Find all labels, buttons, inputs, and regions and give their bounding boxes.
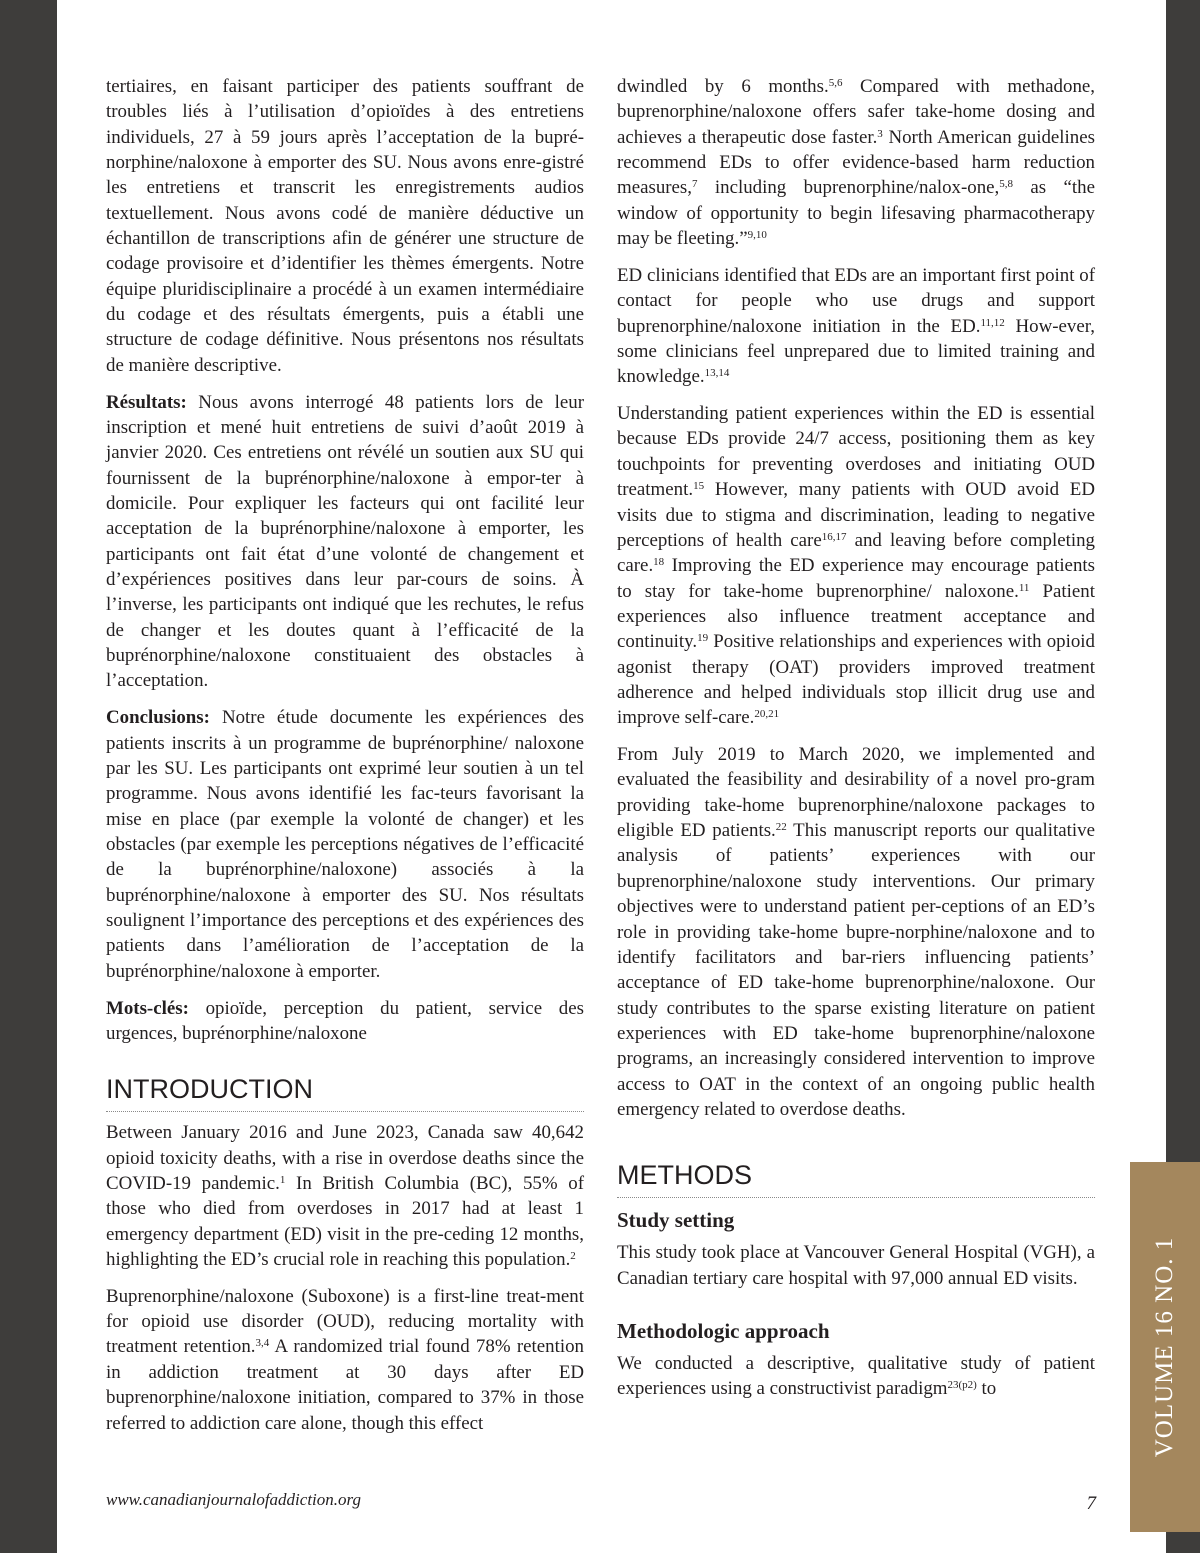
keywords-fr: [106, 996, 584, 1047]
citation[interactable]: 5,6: [828, 77, 843, 89]
abstract-results-fr: [106, 390, 584, 694]
citation[interactable]: 23(p2): [947, 1379, 977, 1392]
introduction-heading: INTRODUCTION: [106, 1072, 584, 1112]
study-setting-heading: Study setting: [617, 1208, 735, 1233]
abstract-methods-fr: tertiaires, en faisant participer des patients souffrant de troubles liés à l’utilisation d’opioïdes à des entretiens individuels, 27 à 59 jours après l’acceptation de la bupré-norphine/naloxone à emporter des SU. Nous avons enre-gistré les entretiens et transcrit les enregistrements audios textuellement. Nous avons codé de manière déductive un échantillon de transcriptions afin de générer une structure de codage provisoire et d’identifier les thèmes émergents. Notre équipe pluridisciplinaire a procédé à un examen intermédiaire du codage et des résultats émergents, puis a établi une structure de codage définitive. Nous présentons nos résultats de manière descriptive.: [106, 76, 584, 376]
volume-label: VOLUME 16 NO. 1: [1151, 1236, 1178, 1458]
results-label: Résultats:: [106, 391, 187, 413]
page-number: 7: [1086, 1493, 1096, 1514]
right-column: [617, 74, 1095, 1413]
methodologic-approach-heading: Methodologic approach: [617, 1318, 830, 1343]
citation[interactable]: 3: [877, 127, 883, 140]
intro-paragraph-1: Between January 2016 and June 2023, Canada saw 40,642 opioid toxicity deaths, with a rise in overdose deaths since the COVID-19 pandemic.$^1$ In British Columbia (BC), 55% of those who died from overdoses in 2017 had at least 1 emergency department (ED) visit in the pre-ceding 12 months, highlighting the ED’s crucial role in reaching this population.$^2$: [106, 1122, 584, 1270]
study-setting-paragraph: This study took place at Vancouver General Hospital (VGH), a Canadian tertiary care hospital with 97,000 annual ED visits.: [617, 1242, 1095, 1289]
results-text: Nous avons interrogé 48 patients lors de leur inscription et mené huit entretiens de suivi d’août 2019 à janvier 2020. Ces entretiens ont révélé un soutien aux SU qui fournissent de la buprénorphine/naloxone à empor-ter à domicile. Pour expliquer les facteurs qui ont facilité leur acceptation de la buprénorphine/naloxone à emporter, les participants ont fait état d’une volonté de changement et d’expériences positives dans leur par-cours de soins. À l’inverse, les participants ont indiqué que les rechutes, le refus de changer et les doutes quant à l’efficacité de la buprénorphine/naloxone constituaient des obstacles à l’acceptation.: [106, 391, 584, 692]
conclusions-text: Notre étude documente les expériences des patients inscrits à un programme de buprénorphine/ naloxone par les SU. Les participants ont exprimé leur soutien à un tel programme. Nous avons identifié les fac-teurs favorisant la mise en place (par exemple la volonté de changer) et les obstacles (par exemple les perceptions négatives de l’efficacité de la buprénorphine/naloxone) associés à la buprénorphine/naloxone à emporter des SU. Nos résultats soulignent l’importance des perceptions et des expériences des patients dans l’amélioration de l’acceptation de la buprénorphine/naloxone à emporter.: [106, 707, 584, 982]
citation[interactable]: 15: [693, 480, 705, 493]
citation[interactable]: 11,12: [980, 316, 1005, 329]
citation[interactable]: 18: [653, 556, 665, 569]
intro-paragraph-5: Understanding patient experiences within the ED is essential because EDs provide 24/7 access, positioning them as key touchpoints for preventing overdoses and initiating OUD treatment.$^{15}$ However, many patients with OUD avoid ED visits due to stigma and discrimination, leading to negative perceptions of health care$^{16,17}$ and leaving before completing care.$^{18}$ Improving the ED experience may encourage patients to stay for take-home buprenorphine/ naloxone.$^{11}$ Patient experiences also influence treatment acceptance and continuity.$^{19}$ Positive relationships and experiences with opioid agonist therapy (OAT) providers improved treatment adherence and helped individuals stop illicit drug use and improve self-care.$^{20,21}$: [617, 403, 1095, 729]
conclusions-label: Conclusions:: [106, 707, 210, 729]
citation[interactable]: 2: [570, 1249, 576, 1262]
abstract-conclusions-fr: [106, 705, 584, 984]
citation[interactable]: 19: [697, 632, 709, 645]
citation[interactable]: 9,10: [747, 229, 767, 242]
citation[interactable]: 22: [775, 821, 787, 834]
keywords-label: Mots-clés:: [106, 997, 189, 1019]
volume-side-tab: [1130, 1162, 1200, 1532]
intro-paragraph-2: Buprenorphine/naloxone (Suboxone) is a first-line treat-ment for opioid use disorder (OUD), reducing mortality with treatment retention.$^{3,4}$ A randomized trial found 78% retention in addiction treatment at 30 days after ED buprenorphine/naloxone initiation, compared to 37% in those referred to addiction care alone, though this effect: [106, 1285, 584, 1434]
citation[interactable]: 11: [1018, 581, 1030, 594]
methodologic-approach-paragraph: We conducted a descriptive, qualitative study of patient experiences using a constructivist paradigm$^{23(p2)}$ to: [617, 1352, 1095, 1400]
left-column: [106, 74, 584, 1447]
intro-paragraph-4: ED clinicians identified that EDs are an important first point of contact for people who use drugs and support buprenorphine/naloxone initiation in the ED.$^{11,12}$ How-ever, some clinicians feel unprepared due to limited training and knowledge.$^{13,14}$: [617, 264, 1095, 388]
citation[interactable]: 1: [279, 1173, 286, 1186]
citation[interactable]: 5,8: [999, 178, 1014, 191]
intro-paragraph-3: dwindled by 6 months.$^{5,6}$ Compared with methadone, buprenorphine/naloxone offers safer take-home dosing and achieves a therapeutic dose faster.$^3$ North American guidelines recommend EDs to offer evidence-based harm reduction measures,$^7$ including buprenorphine/nalox-one,$^{5,8}$ as “the window of opportunity to begin lifesaving pharmacotherapy may be fleeting.”$^{9,10}$: [617, 76, 1095, 250]
journal-url[interactable]: www.canadianjournalofaddiction.org: [106, 1490, 362, 1509]
methods-heading: METHODS: [617, 1158, 1095, 1198]
citation[interactable]: 16,17: [821, 530, 847, 543]
intro-paragraph-6: From July 2019 to March 2020, we implemented and evaluated the feasibility and desirability of a novel pro-gram providing take-home buprenorphine/naloxone packages to eligible ED patients.$^{22}$ This manuscript reports our qualitative analysis of patients’ experiences with our buprenorphine/naloxone study interventions. Our primary objectives were to understand patient per-ceptions of an ED’s role in providing take-home bupre-norphine/naloxone and to identify facilitators and bar-riers influencing patients’ acceptance of ED take-home buprenorphine/naloxone. Our study contributes to the sparse existing literature on patient experiences with ED take-home buprenorphine/naloxone programs, an increasingly considered intervention to improve access to OAT in the context of an ongoing public health emergency related to overdose deaths.: [617, 744, 1095, 1120]
citation[interactable]: 3,4: [255, 1337, 270, 1350]
citation[interactable]: 13,14: [704, 367, 730, 380]
left-margin-bar: [0, 0, 57, 1553]
keywords-text: opioïde, perception du patient, service des urgences, buprénorphine/naloxone: [106, 997, 584, 1044]
citation[interactable]: 7: [692, 178, 698, 191]
citation[interactable]: 20,21: [754, 708, 780, 721]
